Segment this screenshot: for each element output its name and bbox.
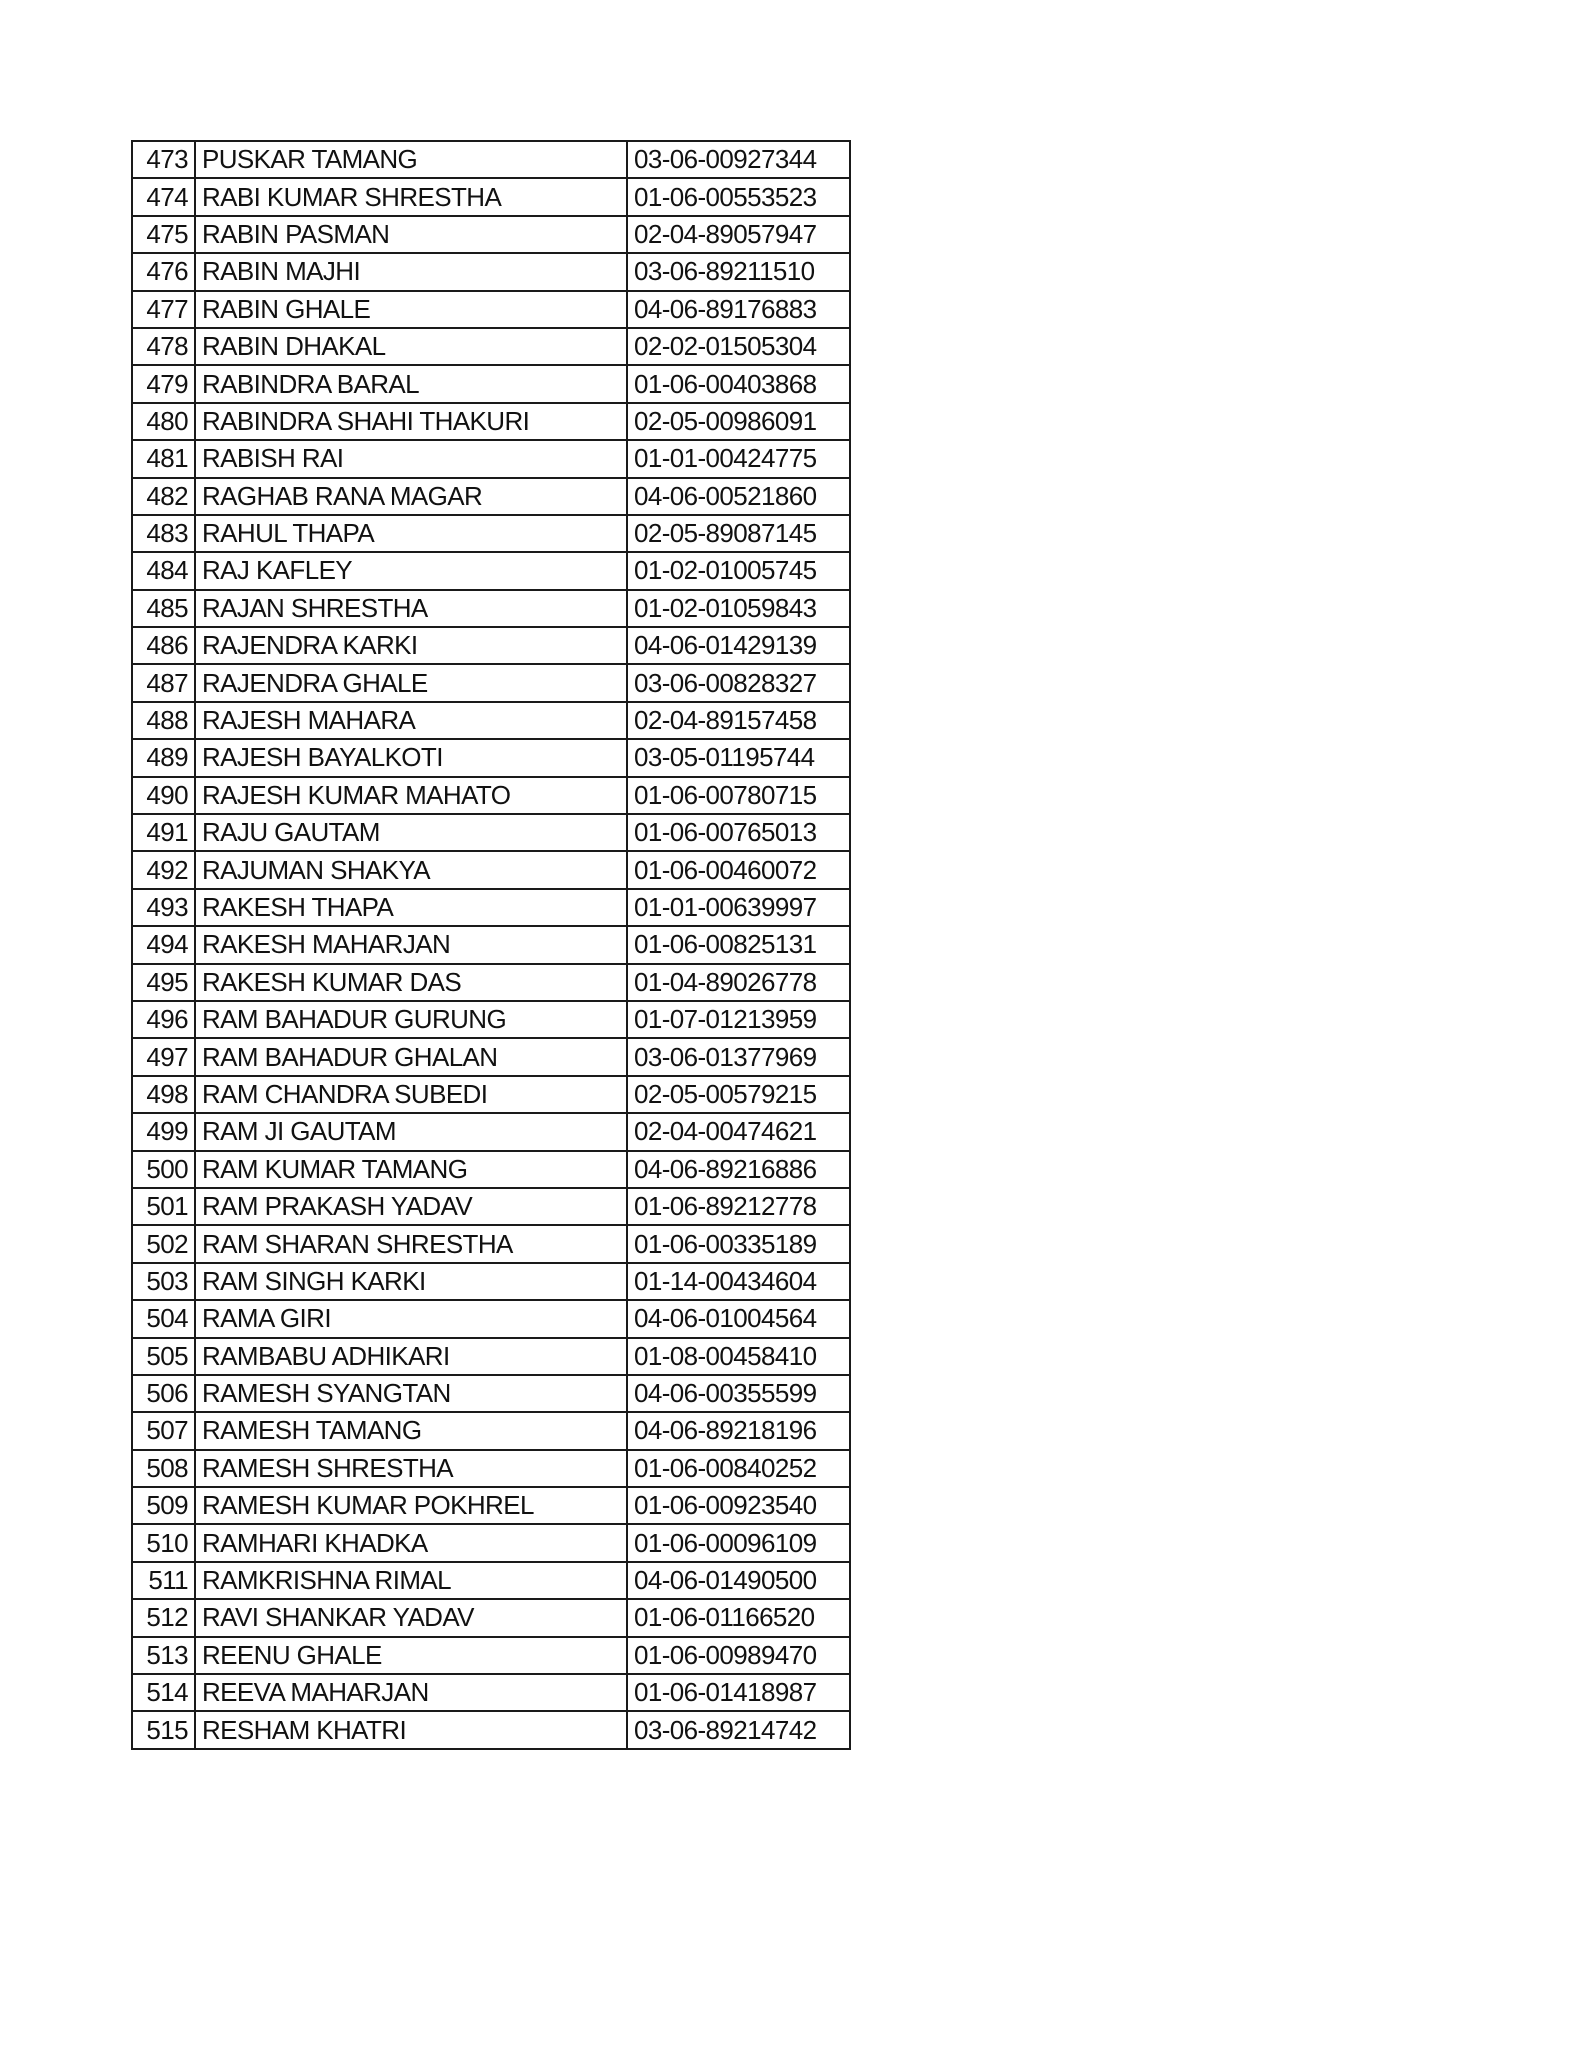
id-number-cell: 01-06-00989470 <box>627 1637 850 1674</box>
id-number-cell: 01-06-00923540 <box>627 1487 850 1524</box>
name-cell: RAMA GIRI <box>195 1300 627 1337</box>
id-number-cell: 01-06-00765013 <box>627 814 850 851</box>
id-number-cell: 03-06-89211510 <box>627 253 850 290</box>
serial-number-cell: 503 <box>132 1263 195 1300</box>
id-number-cell: 02-05-89087145 <box>627 515 850 552</box>
serial-number-cell: 475 <box>132 216 195 253</box>
name-cell: REENU GHALE <box>195 1637 627 1674</box>
id-number-cell: 01-06-00825131 <box>627 926 850 963</box>
table-row <box>132 1338 850 1375</box>
serial-number-cell: 509 <box>132 1487 195 1524</box>
id-number-cell: 01-06-00553523 <box>627 178 850 215</box>
id-number-cell: 02-04-89057947 <box>627 216 850 253</box>
serial-number-cell: 489 <box>132 739 195 776</box>
serial-number-cell: 496 <box>132 1001 195 1038</box>
name-cell: RAMESH SYANGTAN <box>195 1375 627 1412</box>
id-number-cell: 01-14-00434604 <box>627 1263 850 1300</box>
name-cell: RAM PRAKASH YADAV <box>195 1188 627 1225</box>
name-cell: RABISH RAI <box>195 440 627 477</box>
name-cell: RABINDRA SHAHI THAKURI <box>195 403 627 440</box>
table-row <box>132 1711 850 1748</box>
id-number-cell: 01-02-01059843 <box>627 590 850 627</box>
name-cell: RAJUMAN SHAKYA <box>195 851 627 888</box>
serial-number-cell: 474 <box>132 178 195 215</box>
table-row <box>132 814 850 851</box>
table-row <box>132 1076 850 1113</box>
id-number-cell: 02-04-00474621 <box>627 1113 850 1150</box>
name-cell: RAM CHANDRA SUBEDI <box>195 1076 627 1113</box>
serial-number-cell: 478 <box>132 328 195 365</box>
serial-number-cell: 477 <box>132 291 195 328</box>
serial-number-cell: 492 <box>132 851 195 888</box>
name-cell: RAJENDRA KARKI <box>195 627 627 664</box>
serial-number-cell: 480 <box>132 403 195 440</box>
serial-number-cell: 488 <box>132 702 195 739</box>
serial-number-cell: 485 <box>132 590 195 627</box>
table-row <box>132 515 850 552</box>
table-row <box>132 1375 850 1412</box>
name-cell: RAVI SHANKAR YADAV <box>195 1599 627 1636</box>
table-row <box>132 1300 850 1337</box>
serial-number-cell: 481 <box>132 440 195 477</box>
serial-number-cell: 512 <box>132 1599 195 1636</box>
name-cell: RAM SHARAN SHRESTHA <box>195 1225 627 1262</box>
table-row <box>132 403 850 440</box>
table-row <box>132 664 850 701</box>
name-cell: RAJU GAUTAM <box>195 814 627 851</box>
id-number-cell: 04-06-89176883 <box>627 291 850 328</box>
id-number-cell: 03-05-01195744 <box>627 739 850 776</box>
serial-number-cell: 483 <box>132 515 195 552</box>
id-number-cell: 04-06-00521860 <box>627 478 850 515</box>
id-number-cell: 01-06-89212778 <box>627 1188 850 1225</box>
table-row <box>132 926 850 963</box>
name-cell: RABIN MAJHI <box>195 253 627 290</box>
id-number-cell: 01-06-01418987 <box>627 1674 850 1711</box>
name-cell: RABIN GHALE <box>195 291 627 328</box>
id-number-cell: 04-06-01004564 <box>627 1300 850 1337</box>
name-cell: RAJESH KUMAR MAHATO <box>195 777 627 814</box>
name-cell: RAM BAHADUR GHALAN <box>195 1038 627 1075</box>
id-number-cell: 01-01-00639997 <box>627 889 850 926</box>
name-cell: RAJ KAFLEY <box>195 552 627 589</box>
table-row <box>132 627 850 664</box>
name-cell: REEVA MAHARJAN <box>195 1674 627 1711</box>
name-cell: RAMKRISHNA RIMAL <box>195 1562 627 1599</box>
serial-number-cell: 479 <box>132 365 195 402</box>
serial-number-cell: 504 <box>132 1300 195 1337</box>
table-row <box>132 478 850 515</box>
serial-number-cell: 502 <box>132 1225 195 1262</box>
id-number-cell: 04-06-01490500 <box>627 1562 850 1599</box>
name-cell: RESHAM KHATRI <box>195 1711 627 1748</box>
table-row <box>132 1599 850 1636</box>
serial-number-cell: 498 <box>132 1076 195 1113</box>
table-row <box>132 889 850 926</box>
serial-number-cell: 514 <box>132 1674 195 1711</box>
serial-number-cell: 510 <box>132 1524 195 1561</box>
serial-number-cell: 501 <box>132 1188 195 1225</box>
table-row <box>132 328 850 365</box>
serial-number-cell: 486 <box>132 627 195 664</box>
id-number-cell: 03-06-00927344 <box>627 141 850 178</box>
serial-number-cell: 497 <box>132 1038 195 1075</box>
id-number-cell: 03-06-01377969 <box>627 1038 850 1075</box>
id-number-cell: 01-06-01166520 <box>627 1599 850 1636</box>
table-row <box>132 1151 850 1188</box>
table-row <box>132 552 850 589</box>
id-number-cell: 01-06-00096109 <box>627 1524 850 1561</box>
serial-number-cell: 508 <box>132 1450 195 1487</box>
name-cell: RAMESH KUMAR POKHREL <box>195 1487 627 1524</box>
serial-number-cell: 506 <box>132 1375 195 1412</box>
table-row <box>132 253 850 290</box>
serial-number-cell: 495 <box>132 964 195 1001</box>
name-cell: RAMBABU ADHIKARI <box>195 1338 627 1375</box>
name-cell: RAJAN SHRESTHA <box>195 590 627 627</box>
id-number-cell: 03-06-89214742 <box>627 1711 850 1748</box>
serial-number-cell: 490 <box>132 777 195 814</box>
id-number-cell: 03-06-00828327 <box>627 664 850 701</box>
name-cell: RAJESH BAYALKOTI <box>195 739 627 776</box>
table-row <box>132 1524 850 1561</box>
table-row <box>132 590 850 627</box>
serial-number-cell: 513 <box>132 1637 195 1674</box>
table-row <box>132 1674 850 1711</box>
id-number-cell: 04-06-01429139 <box>627 627 850 664</box>
name-cell: RAM JI GAUTAM <box>195 1113 627 1150</box>
name-cell: RAM BAHADUR GURUNG <box>195 1001 627 1038</box>
id-number-cell: 01-06-00460072 <box>627 851 850 888</box>
name-cell: PUSKAR TAMANG <box>195 141 627 178</box>
serial-number-cell: 484 <box>132 552 195 589</box>
table-row <box>132 141 850 178</box>
name-cell: RABIN DHAKAL <box>195 328 627 365</box>
table-row <box>132 1487 850 1524</box>
id-number-cell: 01-02-01005745 <box>627 552 850 589</box>
id-number-cell: 02-05-00579215 <box>627 1076 850 1113</box>
serial-number-cell: 500 <box>132 1151 195 1188</box>
id-number-cell: 02-05-00986091 <box>627 403 850 440</box>
serial-number-cell: 482 <box>132 478 195 515</box>
table-row <box>132 178 850 215</box>
serial-number-cell: 473 <box>132 141 195 178</box>
name-cell: RAMESH SHRESTHA <box>195 1450 627 1487</box>
id-number-cell: 01-06-00780715 <box>627 777 850 814</box>
name-cell: RAKESH MAHARJAN <box>195 926 627 963</box>
table-row <box>132 1225 850 1262</box>
table-row <box>132 440 850 477</box>
serial-number-cell: 511 <box>132 1562 195 1599</box>
serial-number-cell: 505 <box>132 1338 195 1375</box>
id-number-cell: 01-06-00840252 <box>627 1450 850 1487</box>
table-row <box>132 291 850 328</box>
name-cell: RABINDRA BARAL <box>195 365 627 402</box>
roster-table <box>131 140 851 1750</box>
name-cell: RAKESH KUMAR DAS <box>195 964 627 1001</box>
id-number-cell: 04-06-89218196 <box>627 1412 850 1449</box>
table-row <box>132 1562 850 1599</box>
id-number-cell: 01-04-89026778 <box>627 964 850 1001</box>
name-cell: RAGHAB RANA MAGAR <box>195 478 627 515</box>
id-number-cell: 02-04-89157458 <box>627 702 850 739</box>
table-row <box>132 851 850 888</box>
name-cell: RAJESH MAHARA <box>195 702 627 739</box>
id-number-cell: 04-06-00355599 <box>627 1375 850 1412</box>
id-number-cell: 01-08-00458410 <box>627 1338 850 1375</box>
name-cell: RAM SINGH KARKI <box>195 1263 627 1300</box>
table-row <box>132 1038 850 1075</box>
id-number-cell: 01-07-01213959 <box>627 1001 850 1038</box>
table-row <box>132 1001 850 1038</box>
name-cell: RAHUL THAPA <box>195 515 627 552</box>
table-row <box>132 1263 850 1300</box>
table-row <box>132 1450 850 1487</box>
name-cell: RAM KUMAR TAMANG <box>195 1151 627 1188</box>
name-cell: RAMHARI KHADKA <box>195 1524 627 1561</box>
id-number-cell: 02-02-01505304 <box>627 328 850 365</box>
table-row <box>132 1113 850 1150</box>
table-row <box>132 739 850 776</box>
name-cell: RAMESH TAMANG <box>195 1412 627 1449</box>
id-number-cell: 04-06-89216886 <box>627 1151 850 1188</box>
table-row <box>132 777 850 814</box>
serial-number-cell: 491 <box>132 814 195 851</box>
table-row <box>132 964 850 1001</box>
table-row <box>132 1412 850 1449</box>
table-row <box>132 1637 850 1674</box>
table-row <box>132 702 850 739</box>
id-number-cell: 01-06-00403868 <box>627 365 850 402</box>
serial-number-cell: 487 <box>132 664 195 701</box>
name-cell: RABI KUMAR SHRESTHA <box>195 178 627 215</box>
name-cell: RABIN PASMAN <box>195 216 627 253</box>
serial-number-cell: 476 <box>132 253 195 290</box>
table-row <box>132 365 850 402</box>
table-row <box>132 216 850 253</box>
table-row <box>132 1188 850 1225</box>
serial-number-cell: 515 <box>132 1711 195 1748</box>
serial-number-cell: 493 <box>132 889 195 926</box>
serial-number-cell: 494 <box>132 926 195 963</box>
roster-table-body <box>132 141 850 1749</box>
id-number-cell: 01-06-00335189 <box>627 1225 850 1262</box>
name-cell: RAJENDRA GHALE <box>195 664 627 701</box>
serial-number-cell: 499 <box>132 1113 195 1150</box>
name-cell: RAKESH THAPA <box>195 889 627 926</box>
serial-number-cell: 507 <box>132 1412 195 1449</box>
id-number-cell: 01-01-00424775 <box>627 440 850 477</box>
